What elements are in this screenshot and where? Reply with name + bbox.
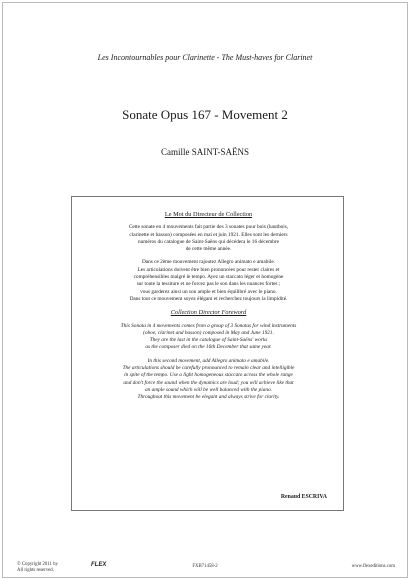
publisher-logo: FLEX [91, 562, 107, 568]
text-line: sur toute la tessiture et ne forcez pas le son dans les nuances fortes ; [136, 281, 281, 288]
fr-paragraph-1 [82, 224, 335, 253]
text-line: They are the last in the catalogue of Saint-Saëns' works [149, 337, 268, 344]
text-line: Dans ce 2ème mouvement rajoutez Allegro animato e amabile. [141, 259, 276, 266]
piece-title: Sonate Opus 167 - Movement 2 [122, 107, 288, 122]
fr-paragraph-2 [82, 259, 335, 303]
text-line: and don't force the sound when the dynamics are loud; you will achieve like that [123, 379, 294, 386]
text-line: In this second movement, add Allegro animato e amabile. [147, 357, 270, 364]
catalog-code: FXB71458-2 [192, 564, 218, 569]
website-link[interactable]: www.flexeditions.com [351, 564, 395, 569]
text-line: clarinette et basson) composées en mai et juin 1921. Elles sont les derniers [129, 231, 288, 238]
rights-line: All rights reserved. [17, 568, 54, 573]
foreword-content [82, 211, 335, 408]
text-line: The articulations should be carefully pronounced to remain clear and intelligible [122, 365, 295, 372]
text-line: Throughout this movement be elegant and always strive for clarity. [137, 394, 280, 401]
text-line: in spite of the tempo. Use a light homogeneous staccato across the whole range [124, 372, 293, 379]
fr-heading: Le Mot du Directeur de Collection [164, 211, 253, 218]
text-line: an ample sound which will be well balanced with the piano. [145, 386, 272, 393]
en-heading: Collection Director Foreword [170, 309, 247, 317]
en-paragraph-1 [82, 323, 335, 352]
series-title: Les Incontournables pour Clarinette - The Must-haves for Clarinet [97, 53, 313, 62]
text-line: compréhensibles malgré le tempo. Ayez un staccato léger et homogène [133, 274, 284, 281]
text-line: Dans tout ce mouvement soyez élégant et recherchez toujours la limpidité. [129, 295, 288, 302]
text-line: numéros du catalogue de Saint-Saëns qui décédera le 16 décembre [137, 238, 280, 245]
text-line: as the composer died on the 16th December that same year. [145, 344, 272, 351]
text-line: Cette sonate en 4 mouvements fait partie des 3 sonates pour bois (hautbois, [128, 224, 289, 231]
foreword-box [71, 196, 344, 511]
text-line: de cette même année. [185, 246, 232, 253]
signature: Renaud ESCRIVA [280, 494, 327, 500]
page-footer [3, 561, 407, 579]
score-page [2, 2, 408, 578]
text-line: This Sonata in 4 movements comes from a group of 3 Sonatas for wind instruments [120, 322, 297, 329]
copyright-line: © Copyright 2011 by [17, 562, 58, 567]
composer-name: Camille SAINT-SAËNS [161, 147, 249, 157]
en-paragraph-2 [82, 358, 335, 402]
text-line: vous garderez ainsi un son ample et bien équilibré avec le piano. [140, 288, 277, 295]
text-line: Les articulations doivent être bien prononcées pour rester claires et [137, 266, 280, 273]
text-line: (oboe, clarinet and basson) composed in May and June 1921. [143, 329, 274, 336]
